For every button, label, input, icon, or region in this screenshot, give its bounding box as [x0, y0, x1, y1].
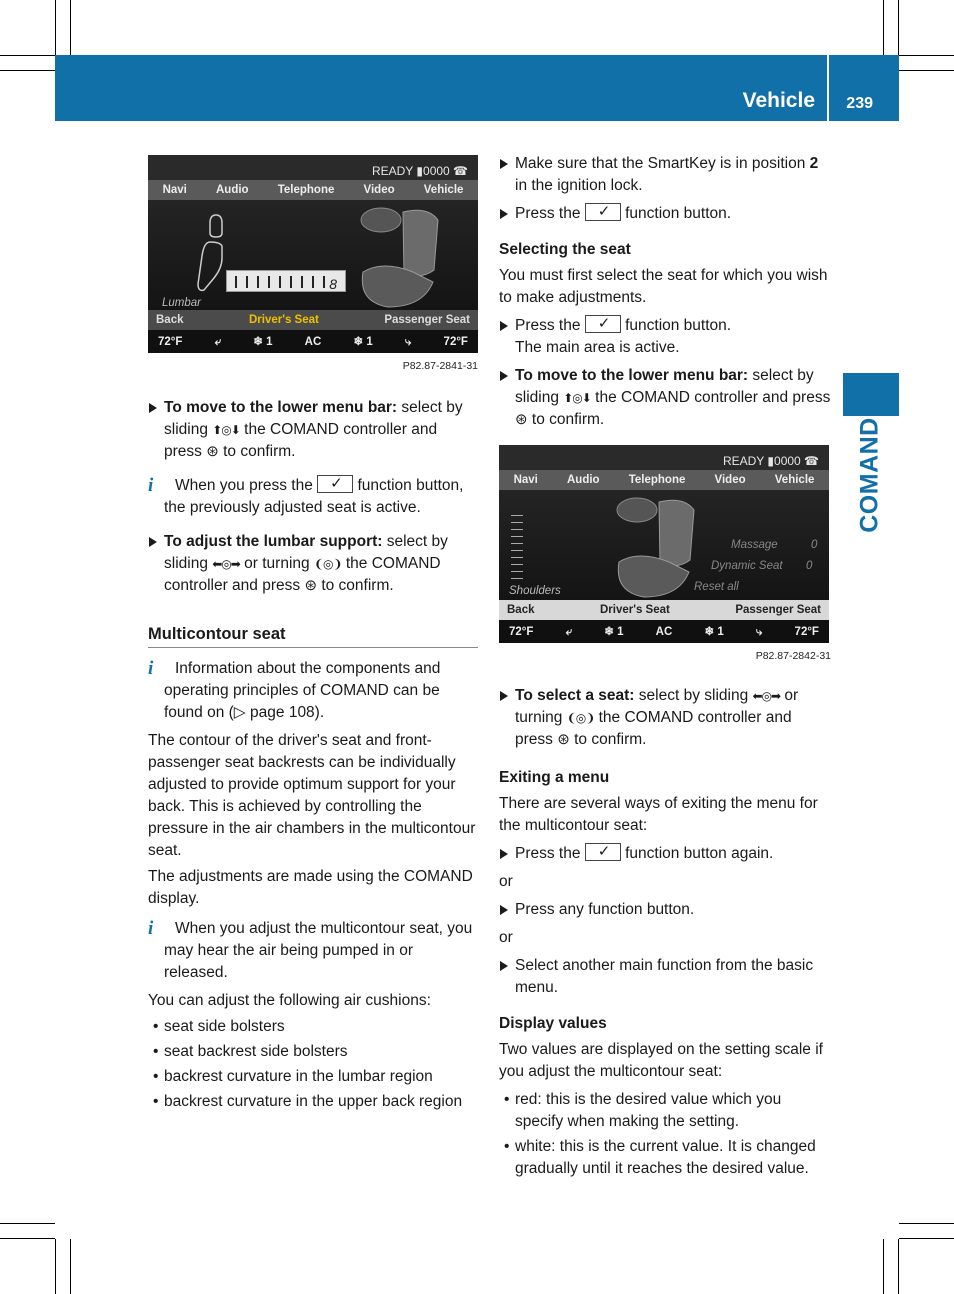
- controller-slide-icon: ⬅◎➡: [752, 689, 781, 703]
- step-text: Press the: [515, 317, 585, 334]
- crop-mark: [55, 1239, 56, 1294]
- screen-status-bar: [148, 155, 478, 180]
- climate-bar: [499, 620, 829, 643]
- step-arrow-icon: [500, 371, 508, 381]
- step-title: To select a seat:: [515, 687, 635, 704]
- fan-left: ❄ 1: [604, 625, 624, 638]
- seat-function-button-icon: [585, 843, 621, 861]
- dynamic-seat-label: Dynamic Seat: [711, 560, 783, 572]
- section-title: Vehicle: [742, 89, 815, 112]
- or-separator: or: [499, 873, 513, 890]
- page-number: 239: [846, 95, 873, 112]
- subheading: Exiting a menu: [499, 769, 610, 786]
- note-text: Information about the components and operating principles of COMAND can be found on (▷ page 108).: [164, 660, 441, 721]
- subheading: Display values: [499, 1015, 607, 1032]
- list-item: • red: this is the desired value which you specify when making the setting.: [504, 1091, 782, 1130]
- crop-mark: [0, 55, 55, 56]
- crop-mark: [0, 70, 55, 71]
- status-text: READY ▮0000 ☎: [722, 454, 819, 468]
- controller-press-icon: ⊛: [515, 411, 528, 428]
- controller-press-icon: ⊛: [304, 577, 318, 594]
- airflow-right-icon: ⤷: [404, 335, 412, 348]
- passenger-seat-item: Passenger Seat: [735, 604, 821, 616]
- screen-main-area: [148, 200, 478, 310]
- controller-press-icon: ⊛: [557, 731, 570, 748]
- step-arrow-icon: [149, 403, 157, 413]
- step-arrow-icon: [500, 849, 508, 859]
- list-item: • backrest curvature in the lumbar region: [153, 1068, 433, 1085]
- climate-bar: [148, 330, 478, 353]
- step-text: select by sliding: [634, 687, 753, 704]
- step-text: or turning: [515, 687, 799, 726]
- subheading: Selecting the seat: [499, 241, 631, 258]
- temp-right: 72°F: [443, 335, 468, 348]
- shoulders-label: Shoulders: [509, 585, 561, 597]
- comand-screen-seat-selection: [499, 445, 829, 643]
- gauge-value: 8: [329, 276, 337, 292]
- step-arrow-icon: [500, 159, 508, 169]
- list-item: • seat backrest side bolsters: [153, 1043, 348, 1060]
- crop-mark: [70, 1239, 71, 1294]
- step-text: select by sliding: [164, 399, 463, 438]
- chapter-tab: [843, 373, 899, 416]
- screen-main-menu: [499, 470, 829, 490]
- list-item-text: backrest curvature in the upper back region: [164, 1093, 463, 1110]
- step-text: the COMAND controller and press: [164, 555, 441, 594]
- crop-mark: [0, 1238, 55, 1239]
- step-arrow-icon: [500, 691, 508, 701]
- paragraph: The contour of the driver's seat and front-passenger seat backrests can be individually adjusted to provide optimum support for your back. This is achieved by controlling the pressure in the air chambers in the multicontour seat.: [148, 732, 476, 859]
- list-item: • backrest curvature in the upper back region: [153, 1093, 463, 1110]
- controller-turn-icon: ❨◎❩: [566, 711, 595, 725]
- instruction-step: [148, 397, 478, 463]
- page-header: [55, 55, 899, 121]
- menu-item-video: Video: [714, 474, 746, 486]
- seat-image-icon: [609, 492, 704, 600]
- info-note: [148, 475, 478, 519]
- seat-image-icon: [353, 202, 448, 310]
- lumbar-label: Lumbar: [162, 297, 201, 309]
- fan-right: ❄ 1: [704, 625, 724, 638]
- massage-label: Massage: [731, 539, 778, 551]
- screen-main-area: [499, 490, 829, 600]
- list-item-text: red: this is the desired value which you specify when making the setting.: [515, 1091, 782, 1130]
- fan-right: ❄ 1: [353, 335, 373, 348]
- info-icon: i: [148, 658, 154, 679]
- temp-left: 72°F: [158, 335, 183, 348]
- controller-slide-icon: ⬆◎⬇: [563, 391, 591, 405]
- seat-function-button-icon: [585, 315, 621, 333]
- note-text: function button, the previously adjusted seat is active.: [164, 477, 464, 516]
- drivers-seat-item: Driver's Seat: [599, 604, 670, 616]
- instruction-step: [499, 153, 831, 197]
- crop-mark: [70, 0, 71, 55]
- instruction-step: [499, 955, 831, 999]
- screen-status-bar: [499, 445, 829, 470]
- step-title: To move to the lower menu bar:: [164, 399, 398, 416]
- step-text: Make sure that the SmartKey is in position: [515, 155, 810, 172]
- step-text: function button.: [620, 317, 732, 334]
- instruction-step: [499, 365, 831, 431]
- figure-code: P82.87-2841-31: [402, 360, 478, 372]
- figure-code: P82.87-2842-31: [755, 650, 831, 662]
- crop-mark: [883, 1239, 884, 1294]
- screen-lower-menu: [499, 600, 829, 620]
- paragraph: The adjustments are made using the COMAND display.: [148, 868, 473, 907]
- step-arrow-icon: [149, 537, 157, 547]
- dynamic-seat-value: 0: [806, 560, 813, 572]
- step-text: the COMAND controller and press: [515, 709, 792, 748]
- step-text: to confirm.: [527, 411, 605, 428]
- section-heading: Multicontour seat: [148, 623, 478, 648]
- step-arrow-icon: [500, 961, 508, 971]
- chapter-label-text: COMAND: [855, 417, 884, 533]
- info-note: [148, 918, 478, 984]
- controller-turn-icon: ❨◎❩: [313, 557, 342, 571]
- screen-lower-menu: [148, 310, 478, 330]
- instruction-step: [499, 315, 831, 359]
- crop-mark: [899, 1238, 954, 1239]
- step-arrow-icon: [500, 209, 508, 219]
- step-text: Press the: [515, 845, 585, 862]
- chapter-label: [842, 417, 898, 540]
- controller-slide-icon: ⬅◎➡: [212, 557, 240, 571]
- drivers-seat-item: Driver's Seat: [248, 314, 319, 326]
- crop-mark: [899, 1223, 954, 1224]
- menu-item-vehicle: Vehicle: [774, 474, 815, 486]
- step-title: To move to the lower menu bar:: [515, 367, 749, 384]
- info-icon: i: [148, 918, 154, 939]
- list-item: • white: this is the current value. It is changed gradually until it reaches the desired value.: [504, 1138, 816, 1177]
- step-text: Press any function button.: [515, 901, 695, 918]
- crop-mark: [898, 1239, 899, 1294]
- note-text: When you adjust the multicontour seat, you may hear the air being pumped in or released.: [164, 920, 473, 981]
- left-column: [148, 150, 478, 1116]
- step-text: The main area is active.: [515, 339, 680, 356]
- info-icon: i: [148, 475, 154, 496]
- crop-mark: [883, 0, 884, 55]
- step-value: 2: [809, 155, 819, 172]
- airflow-left-icon: ⤶: [214, 335, 222, 348]
- gauge-ticks: [235, 276, 325, 288]
- lumbar-gauge: [226, 270, 346, 292]
- step-arrow-icon: [500, 321, 508, 331]
- controller-slide-icon: ⬆◎⬇: [212, 423, 240, 437]
- menu-item-telephone: Telephone: [277, 184, 335, 196]
- crop-mark: [0, 1223, 55, 1224]
- or-separator: or: [499, 929, 513, 946]
- right-column: [499, 150, 831, 1183]
- list-item-text: backrest curvature in the lumbar region: [164, 1068, 433, 1085]
- massage-value: 0: [811, 539, 818, 551]
- paragraph: Two values are displayed on the setting scale if you adjust the multicontour seat:: [499, 1041, 823, 1080]
- crop-mark: [899, 70, 954, 71]
- menu-item-audio: Audio: [216, 184, 249, 196]
- instruction-step: [148, 531, 478, 597]
- instruction-step: [499, 685, 831, 751]
- back-item: Back: [507, 604, 535, 616]
- step-text: Press the: [515, 205, 585, 222]
- status-text: READY ▮0000 ☎: [371, 164, 468, 178]
- controller-press-icon: ⊛: [206, 443, 219, 460]
- step-text: in the ignition lock.: [515, 177, 643, 194]
- seat-function-button-icon: [585, 203, 621, 221]
- step-text: select by sliding: [515, 367, 814, 406]
- airflow-left-icon: ⤶: [565, 625, 573, 638]
- crop-mark: [55, 0, 56, 55]
- step-text: Select another main function from the basic menu.: [515, 957, 814, 996]
- reset-all-label: Reset all: [694, 581, 739, 593]
- list-item-text: seat backrest side bolsters: [164, 1043, 348, 1060]
- note-text: When you press the: [175, 477, 318, 494]
- step-text: function button.: [620, 205, 732, 222]
- paragraph: You can adjust the following air cushions:: [148, 992, 431, 1009]
- instruction-step: [499, 899, 831, 921]
- menu-item-navi: Navi: [513, 474, 538, 486]
- menu-item-telephone: Telephone: [628, 474, 686, 486]
- crop-mark: [899, 55, 954, 56]
- paragraph: There are several ways of exiting the menu for the multicontour seat:: [499, 795, 818, 834]
- header-divider: [827, 55, 829, 121]
- step-text: the COMAND controller and press: [164, 421, 438, 460]
- instruction-step: [499, 203, 831, 225]
- step-text: to confirm.: [317, 577, 394, 594]
- temp-left: 72°F: [509, 625, 534, 638]
- step-text: to confirm.: [218, 443, 296, 460]
- menu-item-vehicle: Vehicle: [423, 184, 464, 196]
- list-item-text: white: this is the current value. It is changed gradually until it reaches the desired value.: [515, 1138, 816, 1177]
- step-text: function button again.: [620, 845, 774, 862]
- step-text: to confirm.: [569, 731, 647, 748]
- screen-main-menu: [148, 180, 478, 200]
- step-arrow-icon: [500, 905, 508, 915]
- crop-mark: [898, 0, 899, 55]
- comand-screen-lumbar: [148, 155, 478, 353]
- passenger-seat-item: Passenger Seat: [384, 314, 470, 326]
- step-title: To adjust the lumbar support:: [164, 533, 383, 550]
- menu-item-navi: Navi: [162, 184, 187, 196]
- temp-right: 72°F: [794, 625, 819, 638]
- step-text: or turning: [239, 555, 314, 572]
- ac-label: AC: [304, 335, 322, 348]
- menu-item-audio: Audio: [567, 474, 600, 486]
- list-item: • seat side bolsters: [153, 1018, 285, 1035]
- paragraph: You must first select the seat for which you wish to make adjustments.: [499, 267, 828, 306]
- list-item-text: seat side bolsters: [164, 1018, 285, 1035]
- setting-scale: [511, 515, 523, 585]
- back-item: Back: [156, 314, 184, 326]
- fan-left: ❄ 1: [253, 335, 273, 348]
- step-text: select by sliding: [164, 533, 448, 572]
- info-note: [148, 658, 478, 724]
- step-text: the COMAND controller and press: [590, 389, 831, 406]
- menu-item-video: Video: [363, 184, 395, 196]
- airflow-right-icon: ⤷: [755, 625, 763, 638]
- instruction-step: [499, 843, 831, 865]
- seat-function-button-icon: [317, 475, 353, 493]
- ac-label: AC: [655, 625, 673, 638]
